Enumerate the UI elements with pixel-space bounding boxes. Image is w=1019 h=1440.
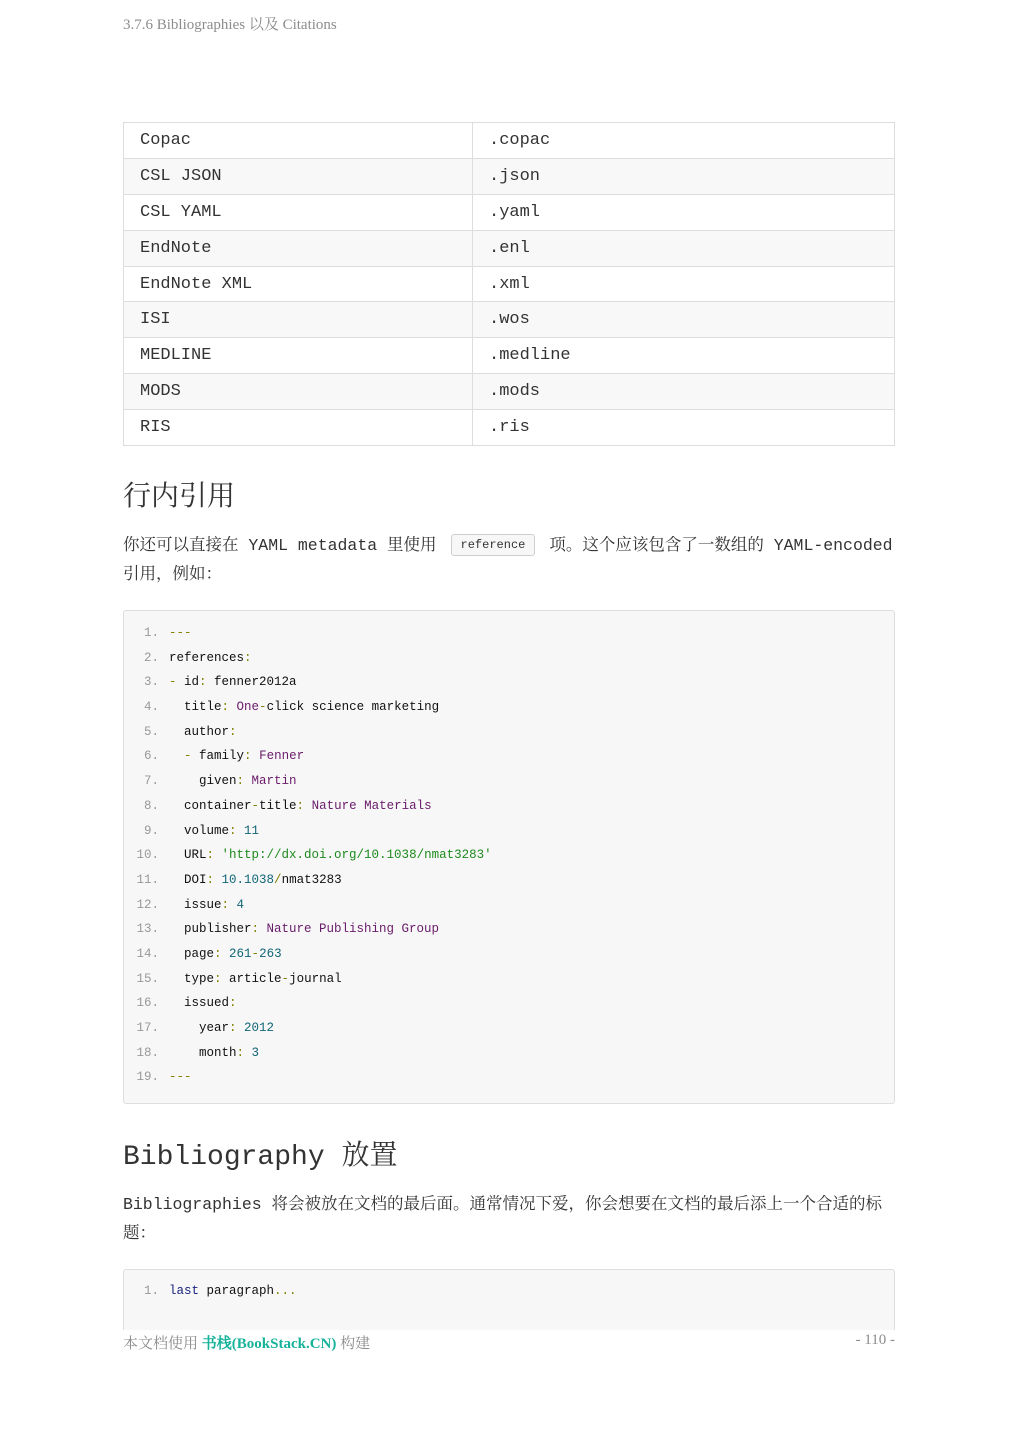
code-token: 2012	[236, 1021, 275, 1035]
code-token: 261	[221, 946, 252, 961]
footer-prefix: 本文档使用	[123, 1336, 202, 1352]
file-extension-cell: .yaml	[473, 194, 895, 230]
main-content	[123, 122, 895, 1298]
code-token: volume	[169, 823, 230, 838]
code-token: 3	[244, 1045, 260, 1060]
file-extension-cell: .xml	[473, 266, 895, 302]
inline-code-reference: reference	[451, 534, 536, 556]
code-line	[124, 1065, 894, 1090]
line-number: 17.	[136, 1021, 159, 1035]
format-name-cell: ISI	[124, 302, 473, 338]
format-name-cell: MEDLINE	[124, 338, 473, 374]
code-token: :	[229, 724, 237, 739]
code-line	[124, 942, 894, 967]
code-token: /	[274, 872, 282, 887]
code-token: ...	[274, 1284, 297, 1298]
code-token: :	[244, 650, 252, 665]
footer-suffix: 构建	[336, 1336, 371, 1352]
format-name-cell: MODS	[124, 374, 473, 410]
code-block-last-paragraph	[123, 1269, 895, 1330]
code-token: -	[184, 749, 192, 764]
code-token: :	[221, 700, 230, 715]
code-token: DOI	[169, 872, 207, 887]
line-number: 1.	[143, 1284, 159, 1298]
code-token: :	[206, 848, 215, 863]
code-token: last	[169, 1284, 200, 1298]
code-token: page	[169, 946, 215, 961]
code-token: references	[169, 650, 245, 665]
paragraph-bibliography: Bibliographies 将会被放在文档的最后面。通常情况下爱，你会想要在文档的最后添上一个合适的标题：	[123, 1195, 883, 1243]
code-token: -	[169, 675, 177, 690]
format-name-cell: EndNote XML	[124, 266, 473, 302]
code-line	[124, 1016, 894, 1041]
format-name-cell: Copac	[124, 123, 473, 159]
code-line	[124, 621, 894, 646]
heading-latin: Bibliography	[123, 1142, 325, 1173]
code-token: year	[169, 1021, 230, 1035]
file-extension-cell: .ris	[473, 410, 895, 446]
file-extension-cell: .json	[473, 158, 895, 194]
code-token: container	[169, 798, 252, 813]
code-line	[124, 720, 894, 745]
code-token: :	[229, 1021, 237, 1035]
table-row	[124, 302, 895, 338]
file-extension-cell: .wos	[473, 302, 895, 338]
line-number: 1.	[143, 626, 159, 640]
code-line	[124, 769, 894, 794]
page-footer	[123, 1332, 895, 1353]
code-line	[124, 794, 894, 819]
line-number: 16.	[136, 996, 159, 1011]
code-line	[124, 843, 894, 868]
code-token: -	[251, 946, 260, 961]
section-heading-bibliography	[123, 1133, 397, 1173]
code-token: id	[176, 675, 200, 690]
code-token: :	[206, 872, 215, 887]
format-name-cell: EndNote	[124, 230, 473, 266]
code-token: -	[259, 700, 267, 715]
line-number: 12.	[136, 897, 159, 912]
code-token: publisher	[169, 922, 252, 937]
line-number: 2.	[143, 650, 159, 665]
table-row	[124, 374, 895, 410]
code-token: :	[244, 749, 252, 764]
code-token: given	[169, 774, 237, 789]
formats-table	[123, 122, 895, 446]
code-token: author	[169, 724, 230, 739]
file-extension-cell: .enl	[473, 230, 895, 266]
code-token: click science marketing	[266, 700, 440, 715]
line-number: 6.	[143, 749, 159, 764]
code-token: -	[251, 798, 260, 813]
code-token: :	[236, 1045, 245, 1060]
line-number: 8.	[143, 798, 159, 813]
line-number: 10.	[136, 848, 159, 863]
code-token: title	[259, 798, 297, 813]
line-number: 19.	[136, 1070, 159, 1085]
code-token: Fenner	[251, 749, 305, 764]
code-token: paragraph	[199, 1284, 275, 1298]
code-token: issue	[169, 897, 222, 912]
line-number: 4.	[143, 700, 159, 715]
code-token: 11	[236, 823, 260, 838]
code-token: :	[214, 946, 222, 961]
code-token: issued	[169, 996, 230, 1011]
format-name-cell: CSL JSON	[124, 158, 473, 194]
code-token: month	[169, 1045, 237, 1060]
file-extension-cell: .mods	[473, 374, 895, 410]
table-row	[124, 158, 895, 194]
running-header: 3.7.6 Bibliographies 以及 Citations	[123, 17, 337, 33]
code-token: title	[169, 700, 222, 715]
line-number: 3.	[143, 675, 159, 690]
code-token: article	[221, 971, 282, 986]
code-token: -	[281, 971, 290, 986]
code-token: Martin	[244, 774, 297, 789]
format-name-cell: CSL YAML	[124, 194, 473, 230]
file-extension-cell: .medline	[473, 338, 895, 374]
paragraph-text-after: 项。这个应该包含了一数组的 YAML-encoded 引用，例如：	[123, 536, 893, 584]
code-token: journal	[289, 971, 342, 986]
line-number: 15.	[136, 971, 159, 986]
code-token: fenner2012a	[206, 675, 297, 690]
code-token: Nature Materials	[304, 798, 432, 813]
code-token: 10.1038	[214, 872, 275, 887]
code-line	[124, 917, 894, 942]
line-number: 14.	[136, 946, 159, 961]
code-token: 'http://dx.doi.org/10.1038/nmat3283'	[214, 848, 492, 863]
code-line	[124, 819, 894, 844]
code-token: :	[229, 823, 237, 838]
table-row	[124, 194, 895, 230]
code-token: :	[251, 922, 260, 937]
code-line	[124, 967, 894, 992]
code-line	[124, 893, 894, 918]
code-line	[124, 991, 894, 1016]
table-row	[124, 338, 895, 374]
code-token: One	[229, 700, 260, 715]
paragraph-inline-refs	[123, 531, 895, 589]
code-token: family	[191, 749, 245, 764]
footer-brand-link[interactable]: 书栈(BookStack.CN)	[201, 1336, 337, 1352]
code-line	[124, 670, 894, 695]
code-token	[169, 749, 184, 763]
code-token: nmat3283	[281, 872, 342, 887]
code-token: ---	[169, 1070, 192, 1085]
code-token: :	[221, 897, 230, 912]
code-token: ---	[169, 626, 192, 640]
table-row	[124, 123, 895, 159]
table-row	[124, 410, 895, 446]
file-extension-cell: .copac	[473, 123, 895, 159]
code-block-yaml-references	[123, 610, 895, 1104]
table-row	[124, 230, 895, 266]
code-token: :	[229, 996, 237, 1011]
code-token: 263	[259, 946, 282, 961]
code-line	[124, 646, 894, 671]
code-token: :	[236, 774, 245, 789]
code-line	[124, 695, 894, 720]
code-token: URL	[169, 848, 207, 863]
code-line	[124, 1041, 894, 1066]
page-number: - 110 -	[855, 1332, 895, 1348]
line-number: 9.	[143, 823, 159, 838]
code-token: Nature Publishing Group	[259, 922, 440, 937]
line-number: 11.	[136, 872, 159, 887]
line-number: 13.	[136, 922, 159, 937]
code-token: :	[296, 798, 305, 813]
line-number: 7.	[143, 774, 159, 789]
section-heading-inline-refs: 行内引用	[123, 479, 236, 512]
paragraph-text-before: 你还可以直接在 YAML metadata 里使用	[123, 536, 437, 555]
format-name-cell: RIS	[124, 410, 473, 446]
heading-cjk: 放置	[341, 1138, 398, 1171]
code-line	[124, 1279, 894, 1304]
line-number: 5.	[143, 724, 159, 739]
line-number: 18.	[136, 1045, 159, 1060]
code-token: type	[169, 971, 215, 986]
code-line	[124, 868, 894, 893]
code-token: :	[199, 675, 207, 690]
code-token: :	[214, 971, 222, 986]
table-row	[124, 266, 895, 302]
code-token: 4	[229, 897, 245, 912]
code-line	[124, 744, 894, 769]
